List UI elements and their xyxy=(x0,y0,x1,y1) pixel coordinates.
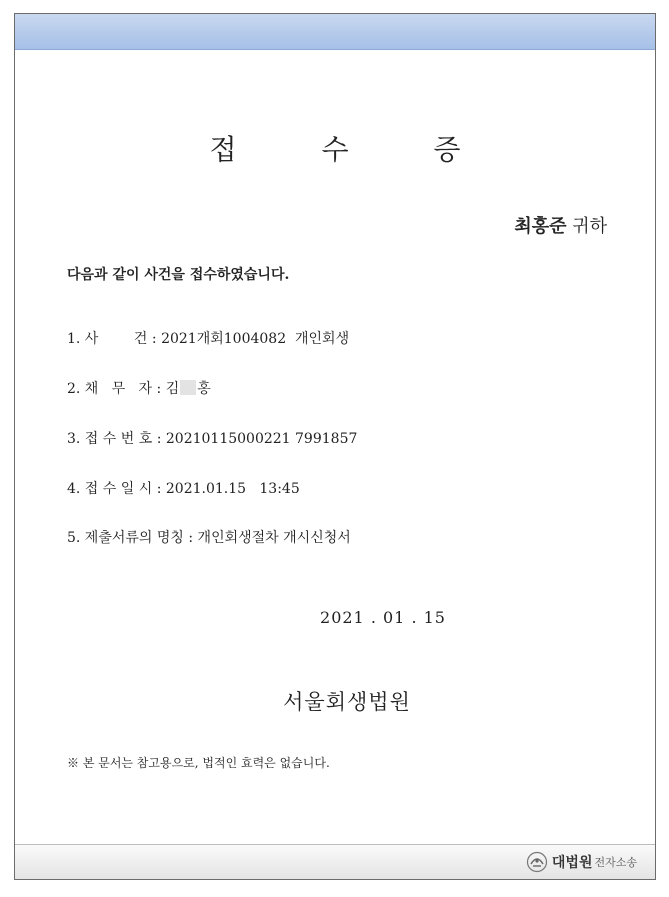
item-value: 2021개회1004082 개인회생 xyxy=(161,331,350,347)
recipient xyxy=(514,212,607,238)
item-label: 5. 제출서류의 명칭 : xyxy=(67,530,198,546)
item-value: 2021.01.15 13:45 xyxy=(165,481,300,497)
logo-subtitle: 전자소송 xyxy=(594,856,637,869)
header-band xyxy=(15,14,655,50)
item-label: 2. 채 무 자 : xyxy=(67,381,166,397)
supreme-court-emblem-icon xyxy=(526,851,548,873)
logo-brand: 대법원 xyxy=(551,855,593,871)
intro-text: 다음과 같이 사건을 접수하였습니다. xyxy=(67,267,290,283)
item-label: 3. 접 수 번 호 : xyxy=(67,431,166,447)
debtor-name-end: 홍 xyxy=(197,381,211,397)
item-debtor xyxy=(67,378,211,398)
debtor-name-start: 김 xyxy=(165,381,180,397)
item-value: 개인회생절차 개시신청서 xyxy=(197,530,351,546)
footer-band xyxy=(15,844,655,879)
document-title: 접 수 증 xyxy=(209,133,499,166)
notice-text: ※ 본 문서는 참고용으로, 법적인 효력은 없습니다. xyxy=(67,756,330,770)
item-value: 20210115000221 7991857 xyxy=(165,431,358,447)
recipient-suffix: 귀하 xyxy=(566,216,607,237)
item-case xyxy=(67,328,349,348)
item-label: 4. 접 수 일 시 : xyxy=(67,481,166,497)
item-receipt-number xyxy=(67,428,357,448)
court-logo xyxy=(526,851,637,873)
item-receipt-datetime xyxy=(67,478,300,498)
issue-date: 2021 . 01 . 15 xyxy=(320,608,446,627)
item-document-name xyxy=(67,527,351,547)
item-label: 1. 사 건 : xyxy=(67,331,162,347)
court-name: 서울회생법원 xyxy=(283,690,411,714)
redaction-mask xyxy=(180,380,196,395)
recipient-name: 최홍준 xyxy=(514,216,567,237)
receipt-document xyxy=(14,13,656,880)
